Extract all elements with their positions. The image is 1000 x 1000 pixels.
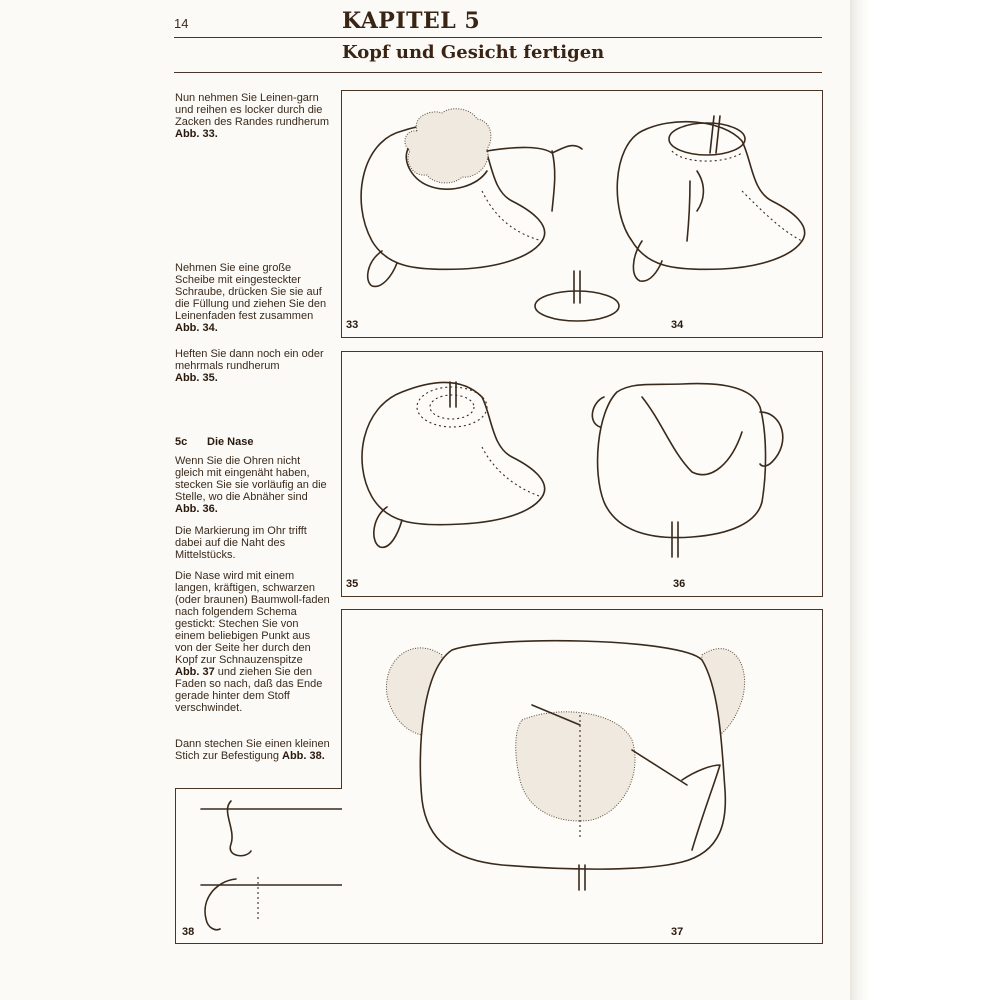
paragraph-6-text: Die Nase wird mit einem langen, kräftigen, schwarzen (oder braunen) Baumwoll-faden nach folgendem Schema gestickt: Stechen Sie von einem beliebigen Punkt aus von der Seite her durch den Kopf zur Schnauzenspitze — [175, 570, 330, 666]
paragraph-5 — [175, 525, 330, 561]
paragraph-6b-text: und ziehen Sie den Faden so nach, daß das Ende gerade hinter dem Stoff verschwindet. — [175, 666, 323, 714]
chapter-heading: KAPITEL 5 — [342, 8, 481, 34]
paragraph-1-text: Nun nehmen Sie Leinen-garn und reihen es locker durch die Zacken des Randes rundherum — [175, 92, 330, 128]
ref-abb-34: Abb. 34. — [175, 322, 218, 334]
paragraph-4 — [175, 455, 330, 515]
paragraph-5-text: Die Markierung im Ohr trifft dabei auf die Naht des Mittelstücks. — [175, 525, 307, 561]
paragraph-3 — [175, 348, 330, 384]
figure-33-34 — [341, 90, 823, 338]
paragraph-3-text: Heften Sie dann noch ein oder mehrmals rundherum — [175, 348, 324, 372]
ref-abb-33: Abb. 33. — [175, 128, 218, 140]
paragraph-7-text: Dann stechen Sie einen kleinen Stich zur Befestigung — [175, 738, 330, 762]
illustration-head-gathering — [342, 91, 822, 337]
paragraph-4-text: Wenn Sie die Ohren nicht gleich mit eingenäht haben, stecken Sie sie vorläufig an die Stelle, wo die Abnäher sind — [175, 455, 327, 503]
figure-label-37: 37 — [671, 926, 684, 938]
section-number: 5c — [175, 436, 188, 448]
figure-label-34: 34 — [671, 319, 684, 331]
title-rule — [174, 72, 822, 73]
header-rule — [174, 37, 822, 38]
section-heading — [175, 436, 330, 448]
figure-35-36 — [341, 351, 823, 597]
ref-abb-35: Abb. 35. — [175, 372, 218, 384]
illustration-needle-stitch — [176, 789, 342, 943]
page-title: Kopf und Gesicht fertigen — [342, 42, 605, 63]
paragraph-7 — [175, 738, 330, 762]
figure-label-36: 36 — [673, 578, 686, 590]
figure-label-38: 38 — [182, 926, 195, 938]
paragraph-2-text: Nehmen Sie eine große Scheibe mit eingesteckter Schraube, drücken Sie sie auf die Füllung und ziehen Sie den Leinenfaden fest zusammen — [175, 262, 327, 322]
ref-abb-36: Abb. 36. — [175, 503, 218, 515]
paragraph-1 — [175, 92, 330, 140]
section-title: Die Nase — [207, 436, 254, 448]
illustration-head-ears — [342, 352, 822, 596]
ref-abb-37: Abb. 37 — [175, 666, 215, 678]
page-number: 14 — [174, 16, 189, 31]
figure-label-35: 35 — [346, 578, 359, 590]
ref-abb-38: Abb. 38. — [282, 750, 325, 762]
figure-label-33: 33 — [346, 319, 359, 331]
illustration-nose-stitch — [342, 610, 822, 943]
paragraph-2 — [175, 262, 330, 334]
figure-37 — [341, 609, 823, 944]
paragraph-6 — [175, 570, 330, 714]
book-gutter — [850, 0, 1000, 1000]
figure-38 — [175, 788, 342, 944]
